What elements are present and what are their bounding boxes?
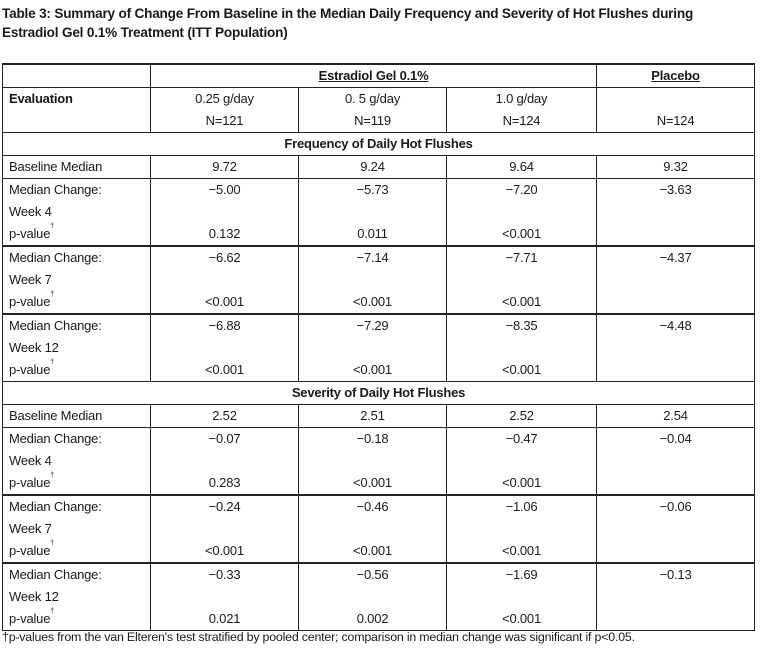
pvalue-label: p-value xyxy=(9,611,51,626)
change-value: −8.35 xyxy=(505,318,538,333)
value-cell xyxy=(299,179,447,247)
value-cell xyxy=(299,246,447,314)
row-label xyxy=(3,563,151,631)
row-label xyxy=(3,179,151,247)
pvalue-value: 0.011 xyxy=(357,226,388,241)
pvalue-value: <0.001 xyxy=(353,294,392,309)
baseline-label: Baseline Median xyxy=(3,405,151,428)
table-title-line-1: Table 3: Summary of Change From Baseline in the Median Daily Frequency and Severity of Hot Flushes during xyxy=(2,6,694,21)
section-title: Severity of Daily Hot Flushes xyxy=(3,382,755,405)
dagger-mark: † xyxy=(50,291,54,298)
median-change-row xyxy=(3,563,755,631)
value-cell xyxy=(447,314,597,382)
group-header-estradiol-label: Estradiol Gel 0.1% xyxy=(318,68,429,83)
change-value: −1.06 xyxy=(505,499,538,514)
week-label: Week 7 xyxy=(9,521,52,536)
dagger-mark: † xyxy=(50,359,54,366)
group-header-row xyxy=(3,64,755,88)
change-value: −0.18 xyxy=(356,431,389,446)
baseline-value: 2.52 xyxy=(151,405,299,428)
n-label: N=119 xyxy=(354,113,391,128)
pvalue-value: <0.001 xyxy=(502,475,541,490)
baseline-value: 2.51 xyxy=(299,405,447,428)
pvalue-value: <0.001 xyxy=(502,543,541,558)
table-title xyxy=(2,4,742,42)
week-label: Week 12 xyxy=(9,589,59,604)
value-cell xyxy=(597,563,755,631)
change-value: −7.14 xyxy=(356,250,389,265)
baseline-value: 9.72 xyxy=(151,156,299,179)
median-change-row xyxy=(3,495,755,563)
n-label: N=124 xyxy=(656,113,695,128)
change-value: −0.47 xyxy=(505,431,538,446)
pvalue-row-label xyxy=(9,472,144,494)
dose-header-2 xyxy=(447,88,597,133)
value-cell xyxy=(597,314,755,382)
footnote: †p-values from the van Elteren's test stratified by pooled center; comparison in median change was significant if p<0.05. xyxy=(2,630,635,644)
value-cell xyxy=(151,179,299,247)
change-value: −7.20 xyxy=(505,182,538,197)
dose-header-0 xyxy=(151,88,299,133)
dose-header-1 xyxy=(299,88,447,133)
week-label: Week 12 xyxy=(9,340,59,355)
row-label xyxy=(3,314,151,382)
value-cell xyxy=(447,179,597,247)
median-change-label: Median Change: xyxy=(9,499,102,514)
value-cell xyxy=(299,495,447,563)
value-cell xyxy=(597,495,755,563)
pvalue-value: 0.283 xyxy=(208,475,241,490)
section-title: Frequency of Daily Hot Flushes xyxy=(3,133,755,156)
value-cell xyxy=(447,246,597,314)
value-cell xyxy=(151,563,299,631)
change-value: −0.07 xyxy=(208,431,241,446)
pvalue-value: <0.001 xyxy=(502,611,541,626)
change-value: −5.73 xyxy=(356,182,389,197)
placebo-header xyxy=(597,88,755,133)
results-table xyxy=(2,63,755,631)
row-label xyxy=(3,428,151,496)
baseline-value: 9.64 xyxy=(447,156,597,179)
column-header-row xyxy=(3,88,755,133)
pvalue-value: <0.001 xyxy=(353,475,392,490)
value-cell xyxy=(447,495,597,563)
change-value: −6.62 xyxy=(208,250,241,265)
median-change-label: Median Change: xyxy=(9,250,102,265)
pvalue-value: <0.001 xyxy=(502,226,541,241)
change-value: −0.13 xyxy=(659,567,692,582)
pvalue-label: p-value xyxy=(9,475,51,490)
pvalue-value: <0.001 xyxy=(502,362,541,377)
change-value: −4.37 xyxy=(659,250,692,265)
median-change-label: Median Change: xyxy=(9,431,102,446)
pvalue-value: <0.001 xyxy=(205,294,244,309)
change-value: −4.48 xyxy=(659,318,692,333)
change-value: −0.46 xyxy=(356,499,389,514)
pvalue-row-label xyxy=(9,223,144,245)
baseline-value: 2.54 xyxy=(597,405,755,428)
group-header-estradiol xyxy=(151,64,597,88)
dagger-mark: † xyxy=(50,540,54,547)
value-cell xyxy=(299,428,447,496)
pvalue-label: p-value xyxy=(9,362,51,377)
week-label: Week 4 xyxy=(9,453,52,468)
evaluation-header: Evaluation xyxy=(3,88,151,133)
week-label: Week 4 xyxy=(9,204,52,219)
pvalue-value: <0.001 xyxy=(205,543,244,558)
pvalue-label: p-value xyxy=(9,226,51,241)
pvalue-row-label xyxy=(9,359,144,381)
pvalue-row-label xyxy=(9,540,144,562)
value-cell xyxy=(299,563,447,631)
baseline-label: Baseline Median xyxy=(3,156,151,179)
median-change-label: Median Change: xyxy=(9,567,102,582)
baseline-value: 9.32 xyxy=(597,156,755,179)
n-label: N=124 xyxy=(502,113,541,128)
baseline-value: 9.24 xyxy=(299,156,447,179)
pvalue-row-label xyxy=(9,291,144,313)
value-cell xyxy=(299,314,447,382)
week-label: Week 7 xyxy=(9,272,52,287)
table-title-line-2: Estradiol Gel 0.1% Treatment (ITT Population) xyxy=(2,25,288,40)
change-value: −6.88 xyxy=(208,318,241,333)
change-value: −5.00 xyxy=(208,182,241,197)
dose-label: 0. 5 g/day xyxy=(344,91,401,106)
change-value: −0.04 xyxy=(659,431,692,446)
change-value: −3.63 xyxy=(659,182,692,197)
value-cell xyxy=(151,428,299,496)
value-cell xyxy=(447,563,597,631)
median-change-label: Median Change: xyxy=(9,318,102,333)
row-label xyxy=(3,246,151,314)
pvalue-label: p-value xyxy=(9,294,51,309)
dagger-mark: † xyxy=(50,223,54,230)
change-value: −1.69 xyxy=(505,567,538,582)
section-header-row xyxy=(3,382,755,405)
n-label: N=121 xyxy=(205,113,244,128)
median-change-label: Median Change: xyxy=(9,182,102,197)
change-value: −0.33 xyxy=(208,567,241,582)
baseline-value: 2.52 xyxy=(447,405,597,428)
median-change-row xyxy=(3,246,755,314)
pvalue-value: <0.001 xyxy=(205,362,244,377)
pvalue-value: 0.002 xyxy=(356,611,389,626)
pvalue-label: p-value xyxy=(9,543,51,558)
value-cell xyxy=(597,179,755,247)
baseline-row xyxy=(3,156,755,179)
pvalue-value: <0.001 xyxy=(353,543,392,558)
change-value: −7.71 xyxy=(505,250,538,265)
value-cell xyxy=(447,428,597,496)
pvalue-value: 0.132 xyxy=(208,226,241,241)
group-header-placebo-label: Placebo xyxy=(651,68,700,83)
value-cell xyxy=(151,314,299,382)
dose-label: 0.25 g/day xyxy=(195,91,254,106)
median-change-row xyxy=(3,179,755,247)
row-label xyxy=(3,495,151,563)
pvalue-value: <0.001 xyxy=(502,294,541,309)
value-cell xyxy=(597,246,755,314)
group-header-placebo xyxy=(597,64,755,88)
change-value: −0.56 xyxy=(356,567,389,582)
value-cell xyxy=(597,428,755,496)
change-value: −7.29 xyxy=(356,318,389,333)
baseline-row xyxy=(3,405,755,428)
dagger-mark: † xyxy=(50,608,54,615)
pvalue-value: 0.021 xyxy=(208,611,241,626)
dagger-mark: † xyxy=(50,472,54,479)
dose-label: 1.0 g/day xyxy=(495,91,548,106)
median-change-row xyxy=(3,314,755,382)
change-value: −0.24 xyxy=(208,499,241,514)
value-cell xyxy=(151,495,299,563)
change-value: −0.06 xyxy=(659,499,692,514)
pvalue-value: <0.001 xyxy=(353,362,392,377)
median-change-row xyxy=(3,428,755,496)
section-header-row xyxy=(3,133,755,156)
value-cell xyxy=(151,246,299,314)
